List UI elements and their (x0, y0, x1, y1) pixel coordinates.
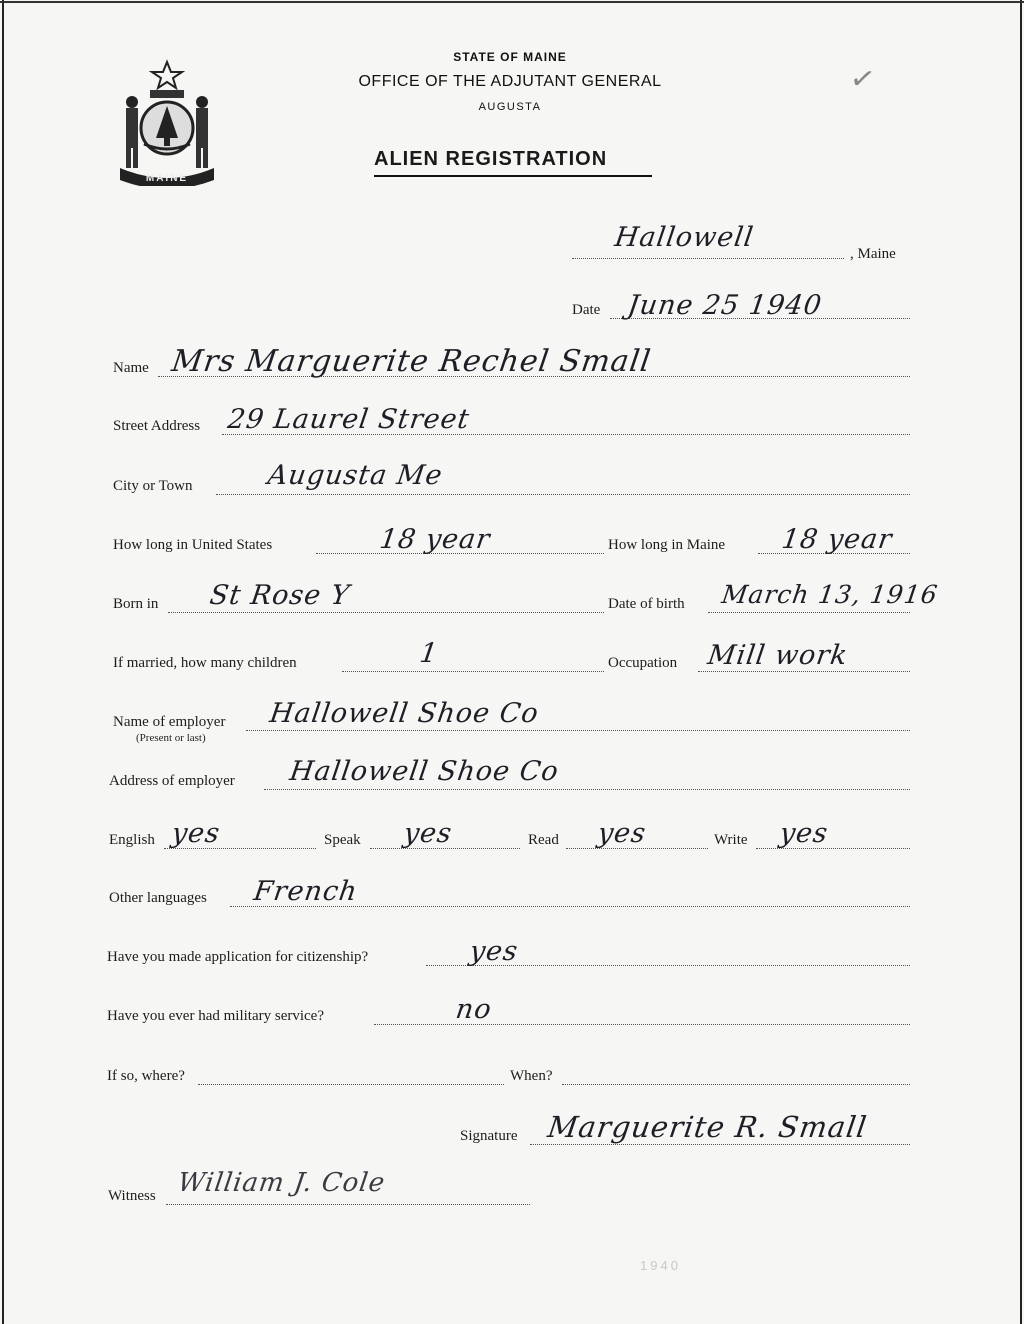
name-label: Name (113, 360, 149, 376)
seal-banner-label: MAINE (145, 173, 189, 184)
maine-years-value: 18 year (779, 524, 895, 555)
children-line (342, 671, 604, 672)
when-line (562, 1084, 910, 1085)
date-value: June 25 1940 (625, 290, 825, 321)
name-value: Mrs Marguerite Rechel Small (169, 344, 654, 379)
english-label: English (109, 832, 155, 848)
form-title: ALIEN REGISTRATION (374, 148, 608, 170)
us-years-label: How long in United States (113, 537, 273, 553)
speak-label: Speak (324, 832, 361, 848)
write-value: yes (777, 818, 831, 849)
town-suffix: , Maine (850, 246, 896, 262)
header-state: STATE OF MAINE (453, 50, 567, 64)
citizenship-value: yes (467, 936, 521, 967)
city-line (216, 494, 910, 495)
header-city: AUGUSTA (478, 101, 542, 113)
right-edge (1020, 0, 1022, 1324)
dob-line (708, 612, 910, 613)
witness-label: Witness (108, 1188, 156, 1204)
left-edge (2, 0, 4, 1324)
occupation-line (698, 671, 910, 672)
employer-sublabel: (Present or last) (136, 732, 206, 744)
faint-received-stamp: 1940 (640, 1258, 681, 1273)
dob-value: March 13, 1916 (719, 580, 940, 609)
speak-value: yes (401, 818, 455, 849)
born-label: Born in (113, 596, 159, 612)
employer-line (246, 730, 910, 731)
employer-value: Hallowell Shoe Co (267, 698, 541, 729)
read-value: yes (595, 818, 649, 849)
other-languages-value: French (251, 876, 360, 907)
occupation-value: Mill work (705, 640, 850, 671)
write-label: Write (714, 832, 748, 848)
read-label: Read (528, 832, 559, 848)
town-line (572, 258, 844, 259)
signature-label: Signature (460, 1128, 518, 1144)
citizenship-label: Have you made application for citizenship? (107, 949, 369, 965)
title-underline (374, 175, 652, 177)
born-value: St Rose Y (207, 580, 352, 611)
employer-address-label: Address of employer (109, 773, 235, 789)
signature-line (530, 1144, 910, 1145)
when-label: When? (510, 1068, 553, 1084)
witness-line (166, 1204, 530, 1205)
us-years-value: 18 year (377, 524, 493, 555)
maine-years-label: How long in Maine (608, 537, 726, 553)
where-label: If so, where? (107, 1068, 185, 1084)
employer-label: Name of employer (113, 714, 226, 730)
military-value: no (453, 994, 494, 1025)
english-value: yes (169, 818, 223, 849)
maine-seal-icon (112, 58, 222, 186)
other-languages-label: Other languages (109, 890, 207, 906)
dob-label: Date of birth (608, 596, 685, 612)
occupation-label: Occupation (608, 655, 678, 671)
town-value: Hallowell (612, 222, 756, 253)
children-label: If married, how many children (113, 655, 297, 671)
where-line (198, 1084, 504, 1085)
check-mark-icon: ✓ (847, 61, 878, 98)
top-edge (0, 1, 1024, 3)
military-label: Have you ever had military service? (107, 1008, 324, 1024)
children-value: 1 (417, 638, 441, 669)
city-value: Augusta Me (265, 460, 445, 491)
employer-address-value: Hallowell Shoe Co (287, 756, 561, 787)
employer-address-line (264, 789, 910, 790)
header-office: OFFICE OF THE ADJUTANT GENERAL (358, 73, 662, 90)
street-value: 29 Laurel Street (225, 404, 472, 435)
signature-value: Marguerite R. Small (545, 1110, 870, 1144)
born-line (168, 612, 604, 613)
witness-value: William J. Cole (175, 1168, 388, 1198)
street-label: Street Address (113, 418, 201, 434)
date-label: Date (572, 302, 601, 318)
city-label: City or Town (113, 478, 193, 494)
